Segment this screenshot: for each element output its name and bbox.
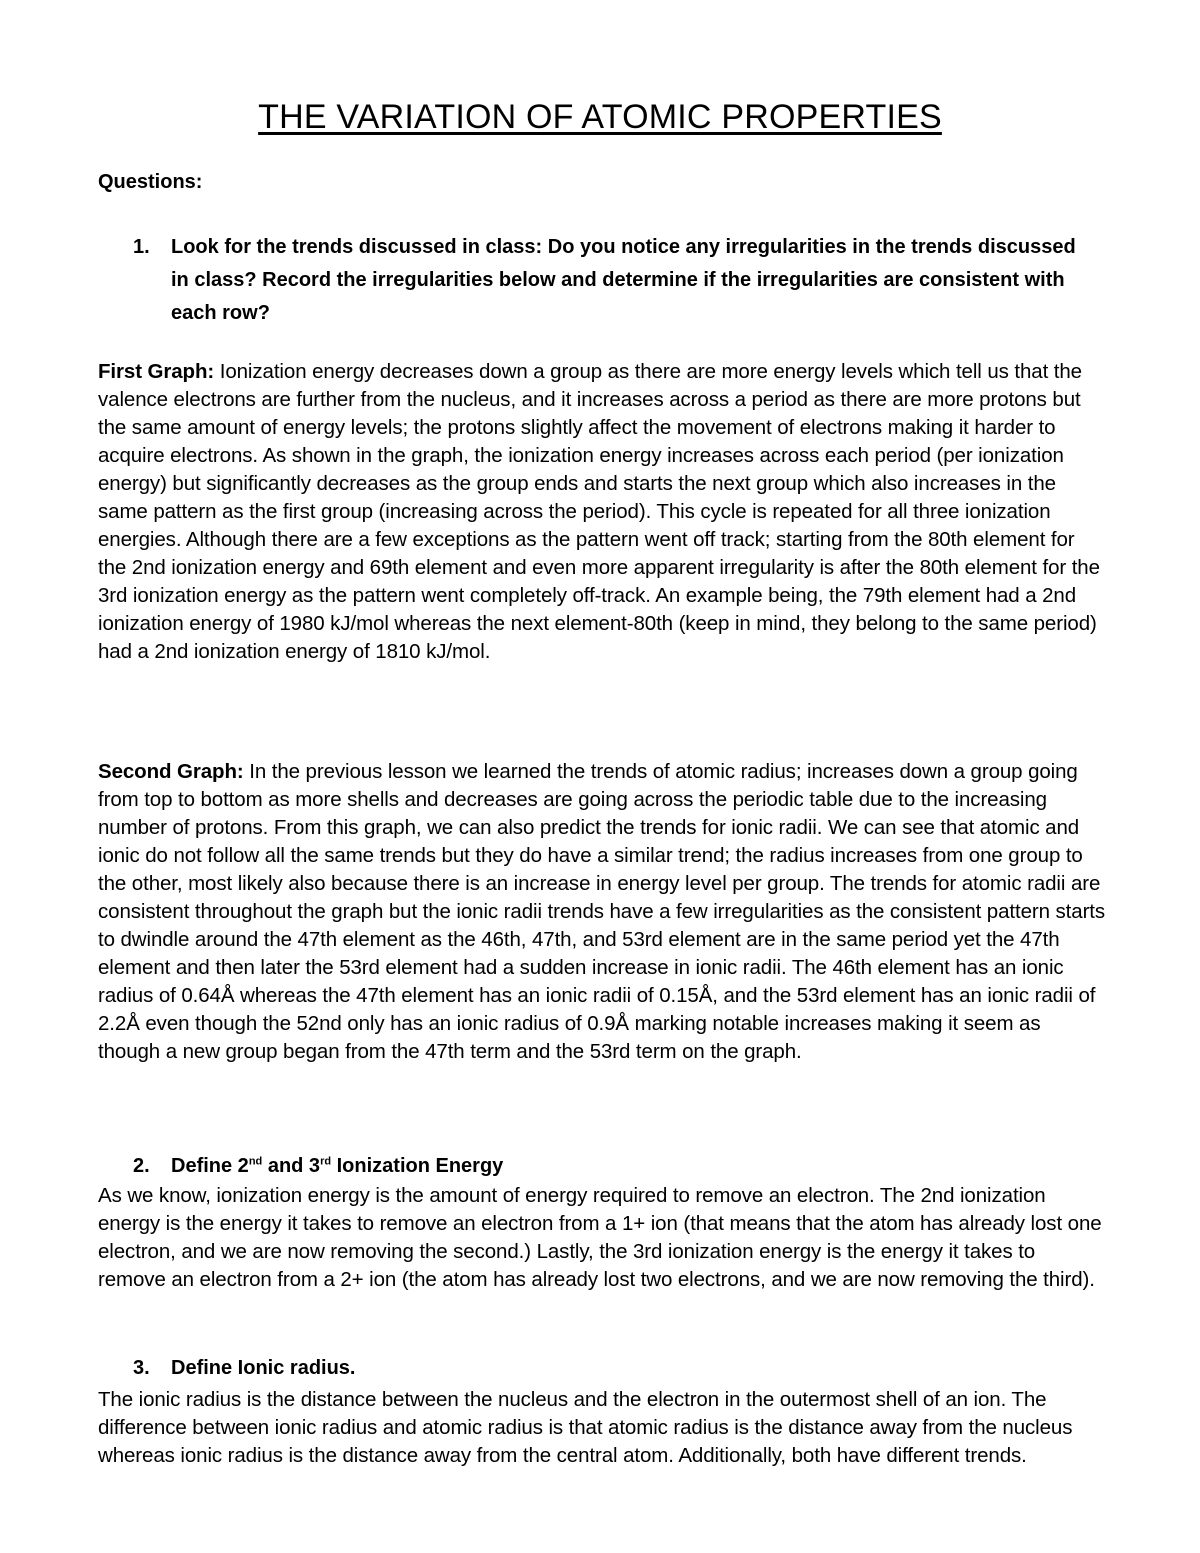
- first-graph-text: Ionization energy decreases down a group as there are more energy levels which tell us that the valence electrons are further from the nucleus, and it increases across a period as there are more protons but the same amount of energy levels; the protons slightly affect the movement of electrons making it harder to acquire electrons. As shown in the graph, the ionization energy increases across each period (per ionization energy) but significantly decreases as the group ends and starts the next group which also increases in the same pattern as the first group (increasing across the period). This cycle is repeated for all three ionization energies. Although there are a few exceptions as the pattern went off track; starting from the 80th element for the 2nd ionization energy and 69th element and even more apparent irregularity is after the 80th element for the 3rd ionization energy as the pattern went completely off-track. An example being, the 79th element had a 2nd ionization energy of 1980 kJ/mol whereas the next element-80th (keep in mind, they belong to the same period) had a 2nd ionization energy of 1810 kJ/mol.: [98, 360, 1100, 663]
- question-2-number: 2.: [133, 1155, 150, 1177]
- page-title: THE VARIATION OF ATOMIC PROPERTIES: [258, 98, 942, 136]
- question-2-define: Define 2: [171, 1155, 249, 1177]
- second-graph-label: Second Graph:: [98, 760, 244, 783]
- question-2-answer: As we know, ionization energy is the amount of energy required to remove an electron. The 2nd ionization energy is the energy it takes to remove an electron from a 1+ ion (that means that the atom has already lost one electron, and we are now removing the second.) Lastly, the 3rd ionization energy is the energy it takes to remove an electron from a 2+ ion (the atom has already lost two electrons, and we are now removing the third).: [98, 1184, 1102, 1291]
- question-2-heading: [133, 1155, 503, 1178]
- question-1: [133, 231, 1093, 330]
- question-3-number: 3.: [133, 1357, 150, 1379]
- question-2-rest: Ionization Energy: [331, 1155, 504, 1177]
- second-graph-text: In the previous lesson we learned the trends of atomic radius; increases down a group going from top to bottom as more shells and decreases are going across the periodic table due to the increasing number of protons. From this graph, we can also predict the trends for ionic radii. We can see that atomic and ionic do not follow all the same trends but they do have a similar trend; the radius increases from one group to the other, most likely also because there is an increase in energy level per group. The trends for atomic radii are consistent throughout the graph but the ionic radii trends have a few irregularities as the consistent pattern starts to dwindle around the 47th element as the 46th, 47th, and 53rd element are in the same period yet the 47th element and then later the 53rd element had a sudden increase in ionic radii. The 46th element has an ionic radius of 0.64Å whereas the 47th element has an ionic radii of 0.15Å, and the 53rd element has an ionic radii of 2.2Å even though the 52nd only has an ionic radius of 0.9Å marking notable increases making it seem as though a new group began from the 47th term and the 53rd term on the graph.: [98, 760, 1106, 1063]
- second-graph-paragraph: [98, 758, 1108, 1066]
- questions-heading: Questions:: [98, 171, 203, 193]
- question-3-heading: [133, 1357, 355, 1380]
- question-3-text: Define Ionic radius.: [171, 1357, 356, 1379]
- question-3-answer: The ionic radius is the distance between the nucleus and the electron in the outermost shell of an ion. The difference between ionic radius and atomic radius is that atomic radius is the distance away from the nucleus whereas ionic radius is the distance away from the central atom. Additionally, both have different trends.: [98, 1388, 1073, 1467]
- first-graph-label: First Graph:: [98, 360, 215, 383]
- question-2-and: and 3: [262, 1155, 321, 1177]
- question-2-sup-rd: rd: [320, 1155, 332, 1168]
- question-1-number: 1.: [133, 236, 150, 258]
- first-graph-paragraph: [98, 358, 1108, 666]
- question-1-text: Look for the trends discussed in class: Do you notice any irregularities in the trends discussed in class? Record the irregularities below and determine if the irregularities are consistent with each row?: [171, 236, 1076, 324]
- question-2-sup-nd: nd: [248, 1155, 263, 1168]
